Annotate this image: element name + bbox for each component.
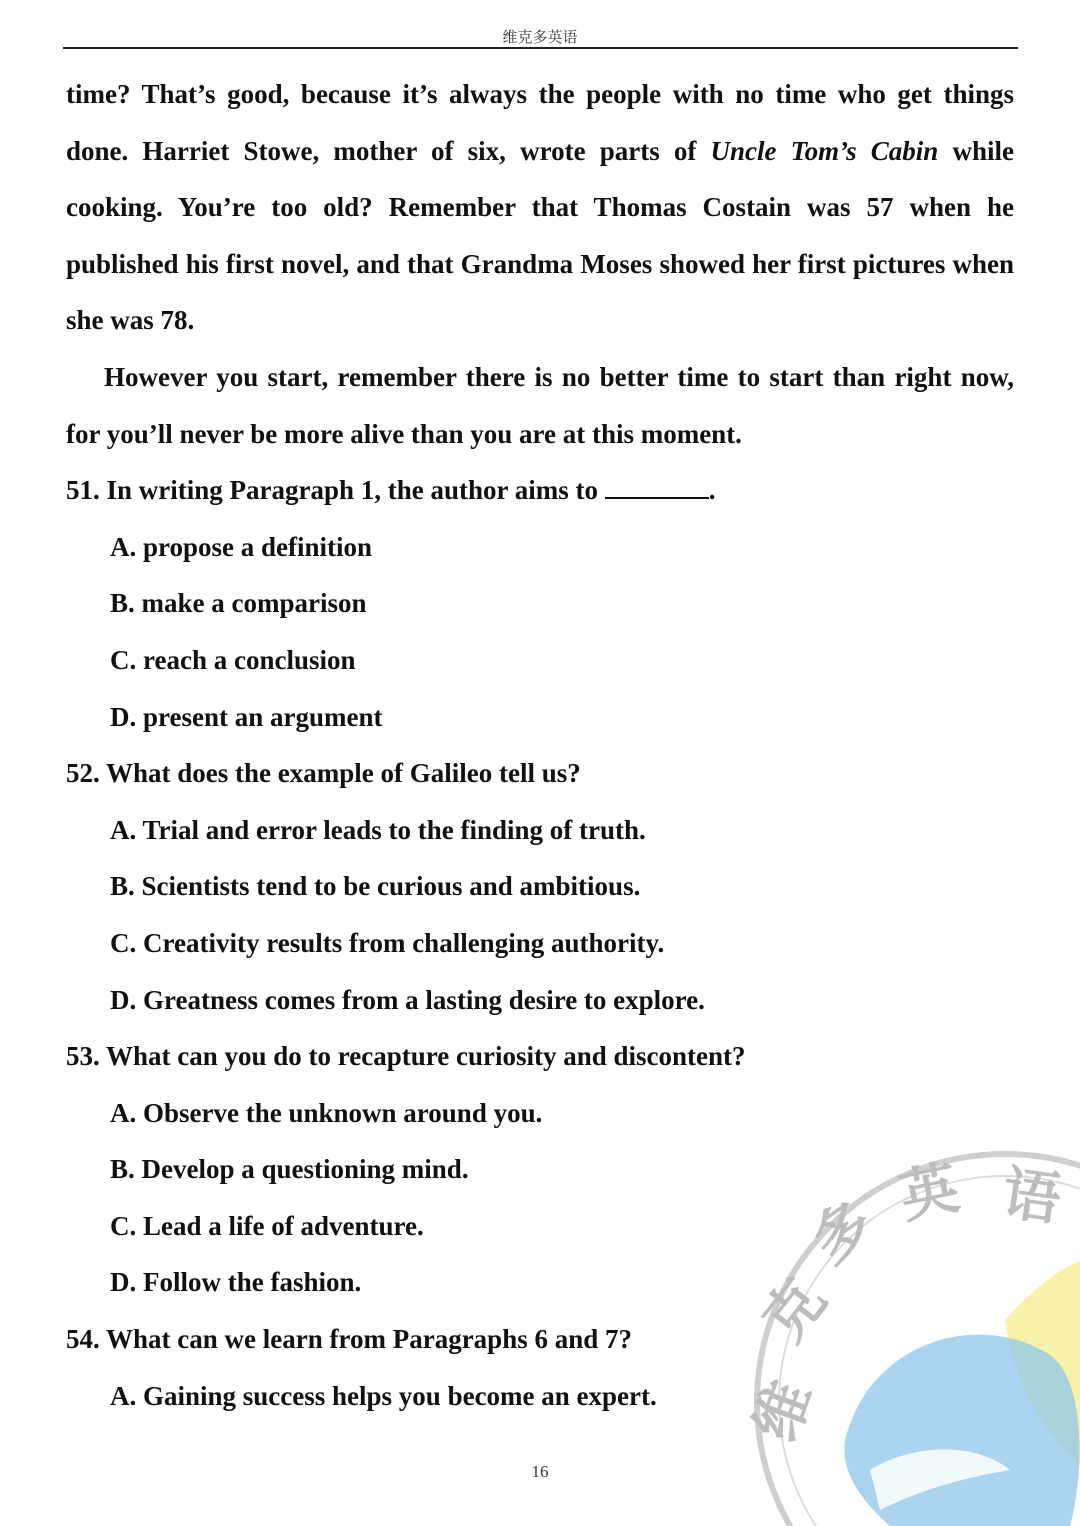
question-option: B. Scientists tend to be curious and ambitious. (110, 871, 641, 902)
question-option: D. present an argument (110, 701, 383, 732)
question-option: A. propose a definition (110, 531, 373, 562)
question-end: . (708, 475, 716, 506)
question-option: D. Follow the fashion. (110, 1267, 362, 1298)
question-stem: 54. What can we learn from Paragraphs 6 and 7? (66, 1324, 632, 1355)
question-option: D. Greatness comes from a lasting desire to explore. (110, 984, 705, 1015)
question-stem: 53. What can you do to recapture curiosity and discontent? (66, 1041, 746, 1072)
watermark-logo (741, 1140, 1080, 1526)
question-stem (66, 462, 1014, 519)
logo-char: 维 (741, 1372, 825, 1450)
answer-blank (605, 475, 709, 499)
passage-text: while cooking. You’re too old? Remember that Thomas Costain was 57 when he published his first novel, and that Grandma Moses showed her first pictures when she was 78. (66, 135, 1014, 336)
page-number: 16 (531, 1462, 549, 1481)
logo-char: 多 (799, 1187, 886, 1277)
passage-text: time? That’s good, because it’s always the people with no time who get things done. Harriet Stowe, mother of six, wrote parts of (66, 79, 1014, 166)
question-option: C. reach a conclusion (110, 644, 356, 675)
question-option: A. Observe the unknown around you. (110, 1097, 543, 1128)
logo-char: 克 (749, 1266, 839, 1354)
question-text: 51. In writing Paragraph 1, the author aims to (66, 475, 599, 506)
page-header: 维克多英语 (502, 28, 578, 46)
header-rule (63, 47, 1018, 49)
question-option: A. Gaining success helps you become an expert. (110, 1380, 657, 1411)
question-option: B. Develop a questioning mind. (110, 1154, 469, 1185)
question-option: C. Creativity results from challenging authority. (110, 927, 665, 958)
book-title: Uncle Tom’s Cabin (710, 135, 939, 166)
question-option: A. Trial and error leads to the finding of truth. (110, 814, 646, 845)
logo-char: 语 (998, 1158, 1065, 1234)
question-stem: 52. What does the example of Galileo tell us? (66, 758, 581, 789)
question-option: C. Lead a life of adventure. (110, 1210, 424, 1241)
passage-paragraph: However you start, remember there is no better time to start than right now, for you’ll never be more alive than you are at this moment. (66, 361, 1014, 449)
question-option: B. make a comparison (110, 588, 367, 619)
logo-char: 英 (893, 1153, 965, 1232)
passage-paragraph (66, 66, 1014, 349)
